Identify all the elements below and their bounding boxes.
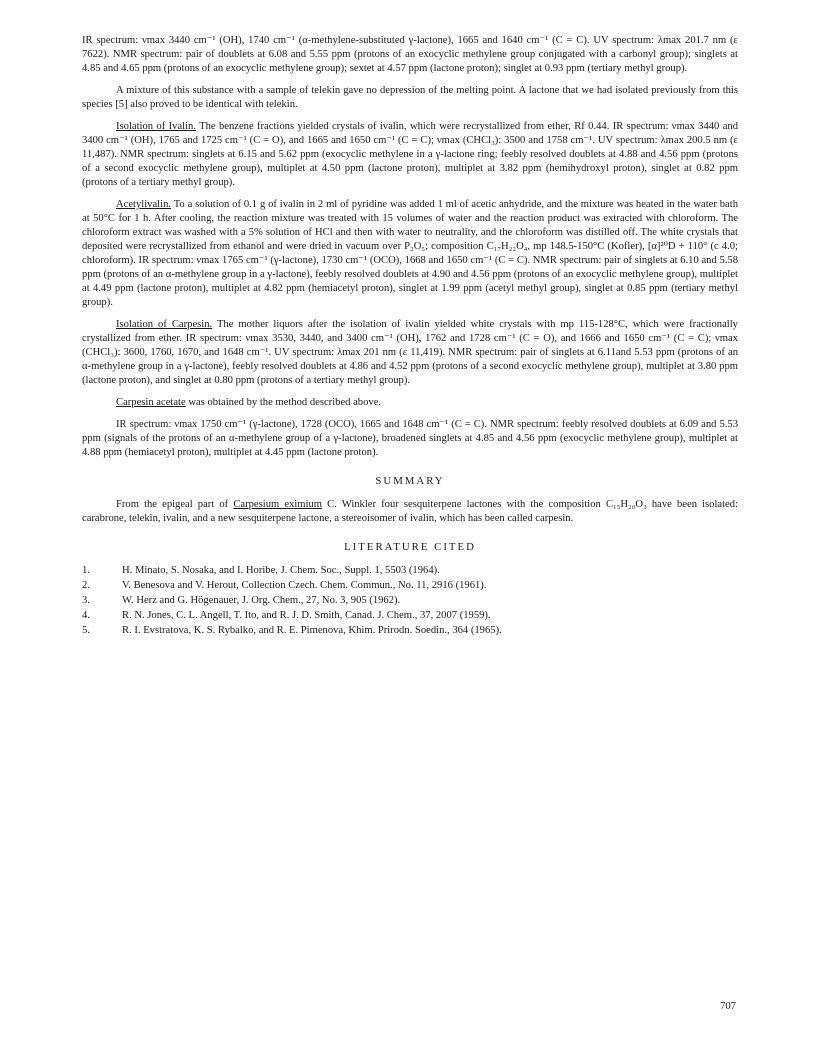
paragraph-carpesin-acetate-spectra: IR spectrum: νmax 1750 cm⁻¹ (γ-lactone), 1728 (OCO), 1665 and 1648 cm⁻¹ (C = C). NMR spectrum: feebly resolved doublets at 6.09 and 5.53 ppm (signals of the protons of an α-methylene group of a γ-lactone), broadened singlets at 4.85 and 4.56 ppm (exocyclic methylene group), multiplet at 4.88 ppm (hemiacetyl proton), multiplet at 4.45 ppm (lactone proton). [82,419,738,458]
reference-list [82,564,738,638]
reference-item [82,579,738,593]
reference-number: 1. [82,565,90,576]
heading-acetylivalin: Acetylivalin. [116,199,172,210]
reference-text: H. Minato, S. Nosaka, and I. Horibe, J. Chem. Soc., Suppl. 1, 5503 (1964). [122,565,440,576]
document-body [82,34,738,639]
text-carpesin-acetate: was obtained by the method described above. [185,397,382,408]
text-isolation-ivalin: The benzene fractions yielded crystals of ivalin, which were recrystallized from ether, Rf 0.44. IR spectrum: νmax 3440 and 3400 cm⁻¹ (OH), 1765 and 1725 cm⁻¹ (C = O), and 1665 and 1650 cm⁻¹ (C = C); νmax (CHCl₃): 3500 and 1758 cm⁻¹. UV spectrum: λmax 200.5 nm (ε 11,487). NMR spectrum: singlets at 6.15 and 5.62 ppm (exocyclic methylene in a γ-lactone ring; feebly resolved doublets at 4.88 and 4.56 ppm (protons of a second exocyclic methylene group), multiplet at 4.50 ppm (lactone proton), multiplet at 3.82 ppm (hemihydroxyl proton), singlet at 0.82 ppm (protons of a tertiary methyl group). [82,121,738,188]
paragraph-telekin-identity: A mixture of this substance with a sample of telekin gave no depression of the melting point. A lactone that we had isolated previously from this species [5] also proved to be identical with telekin. [82,85,738,110]
summary-text [82,498,738,526]
reference-text: R. N. Jones, C. L. Angell, T. Ito, and R. J. D. Smith, Canad. J. Chem., 37, 2007 (1959). [122,610,491,621]
literature-heading: LITERATURE CITED [344,541,476,553]
page-number: 707 [720,1001,736,1012]
heading-isolation-carpesin: Isolation of Carpesin. [116,319,213,330]
heading-carpesin-acetate: Carpesin acetate [116,397,186,408]
reference-item [82,624,738,638]
summary-text-post: C. Winkler four sesquiterpene lactones with the composition C₁₅H₂₀O₃ have been isolated: carabrone, telekin, ivalin, and a new sesquiterpene lactone, a stereoisomer of ivalin, which has been called carpesin. [82,499,738,524]
summary-text-pre: From the epigeal part of [116,499,234,510]
heading-isolation-ivalin: Isolation of Ivalin. [116,121,196,132]
text-acetylivalin: To a solution of 0.1 g of ivalin in 2 ml of pyridine was added 1 ml of acetic anhydride, and the mixture was heated in the water bath at 50°C for 1 h. After cooling, the reaction mixture was treated with 15 volumes of water and the reaction product was extracted with chloroform. The chloroform extract was washed with a 5% solution of HCl and then with water to neutrality, and the chloroform was distilled off. The white crystals that deposited were recrystallized from ethanol and were dried in vacuum over P₂O₅; composition C₁₇H₂₂O₄, mp 148.5-150°C (Kofler), [α]²⁰D + 110° (c 4.0; chloroform). IR spectrum: νmax 1765 cm⁻¹ (γ-lactone), 1730 cm⁻¹ (OCO), 1668 and 1650 cm⁻¹ (C = C). NMR spectrum: pair of singlets at 6.10 and 5.58 ppm (protons of an α-methylene group in a γ-lactone), feebly resolved doublets at 4.90 and 4.56 ppm (protons of an exocyclic methylene group), multiplet at 4.49 ppm (lactone proton), multiplet at 4.82 ppm (hemiacetyl proton), singlet at 1.99 ppm (acetyl methyl group), singlet at 0.85 ppm (tertiary methyl group). [82,199,738,308]
reference-number: 5. [82,625,90,636]
reference-number: 3. [82,595,90,606]
reference-number: 2. [82,580,90,591]
reference-item [82,594,738,608]
paragraph-carpesin-acetate [82,396,738,410]
reference-item [82,609,738,623]
paragraph-acetylivalin [82,198,738,310]
reference-text: V. Benesova and V. Herout, Collection Czech. Chem. Commun., No. 11, 2916 (1961). [122,580,487,591]
reference-item [82,564,738,578]
reference-text: W. Herz and G. Högenauer, J. Org. Chem., 27, No. 3, 905 (1962). [122,595,401,606]
reference-number: 4. [82,610,90,621]
paragraph-isolation-ivalin [82,120,738,190]
paragraph-ir-spectrum-telekin: IR spectrum: νmax 3440 cm⁻¹ (OH), 1740 cm⁻¹ (α-methylene-substituted γ-lactone), 1665 and 1640 cm⁻¹ (C = C). UV spectrum: λmax 201.7 nm (ε 7622). NMR spectrum: pair of doublets at 6.08 and 5.55 ppm (protons of an exocyclic methylene group conjugated with a carbonyl group); singlets at 4.85 and 4.65 ppm (protons of an exocyclic methylene group); sextet at 4.57 ppm (lactone proton); singlet at 0.93 ppm (tertiary methyl group). [82,35,738,74]
text-isolation-carpesin: The mother liquors after the isolation of ivalin yielded white crystals with mp 115-128°C, which were fractionally crystallized from ether. IR spectrum: νmax 3530, 3440, and 3400 cm⁻¹ (OH), 1762 and 1728 cm⁻¹ (C = O), and 1666 and 1650 cm⁻¹ (C = C); νmax (CHCl₃): 3600, 1760, 1670, and 1648 cm⁻¹. UV spectrum: λmax 201 nm (ε 11,419). NMR spectrum: pair of singlets at 6.11and 5.53 ppm (protons of an α-methylene group in a γ-lactone), feebly resolved doublets at 4.86 and 4.52 ppm (protons of a second exocyclic methylene group), multiplet at 3.80 ppm (lactone proton), and singlet at 0.80 ppm (protons of a tertiary methyl group). [82,319,738,386]
reference-text: R. I. Evstratova, K. S. Rybalko, and R. E. Pimenova, Khim. Prirodn. Soedin., 364 (1965). [122,625,502,636]
species-name: Carpesium eximium [233,499,322,510]
paragraph-isolation-carpesin [82,318,738,388]
summary-heading: SUMMARY [375,475,445,487]
